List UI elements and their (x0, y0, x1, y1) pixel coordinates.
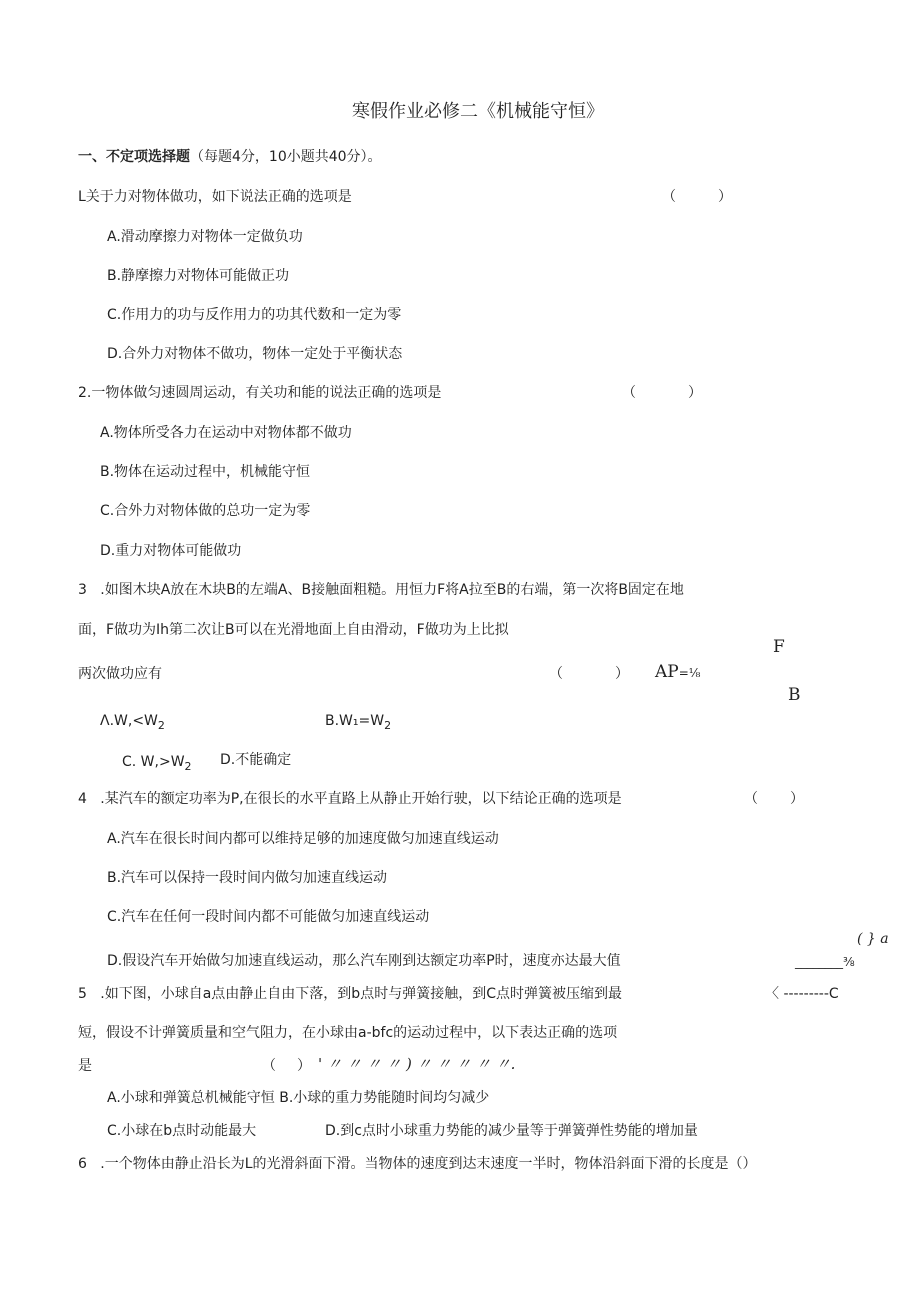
question-3-line-3: 两次做功应有 (78, 666, 162, 682)
question-4-option-b: B.汽车可以保持一段时间内做匀加速直线运动 (107, 870, 388, 886)
answer-bracket-close: ） (688, 385, 702, 401)
question-3-option-b: $B.W_1=W_2$ (325, 713, 392, 732)
question-5-line-1 (78, 985, 622, 1003)
figure-label-f: F (773, 637, 785, 657)
question-2-option-a: A.物体所受各力在运动中对物体都不做功 (100, 425, 352, 441)
section-note: （每题4分，10小题共40分）。 (190, 149, 382, 165)
question-3-option-c: C. $W,>W_2$ (122, 754, 192, 773)
answer-bracket-open: （ (662, 189, 676, 205)
question-4-text: .某汽车的额定功率为P,在很长的水平直路上从静止开始行驶，以下结论正确的选项是 (100, 791, 622, 807)
question-3-line-2: 面，F做功为Ih第二次让B可以在光滑地面上自由滑动，F做功为上比拟 (78, 622, 509, 638)
question-4-option-d: D.假设汽车开始做匀加速直线运动，那么汽车刚到达额定功率P时，速度亦达最大值 (107, 953, 621, 969)
question-3-text-1: .如图木块A放在木块B的左端A、B接触面粗糙。用恒力F将A拉至B的右端，第一次将B固定在地 (100, 582, 684, 598)
question-5-number: 5 (78, 986, 87, 1002)
question-3-line-1 (78, 581, 684, 599)
answer-bracket-close: ） (615, 666, 629, 682)
answer-bracket-open: （ (622, 385, 636, 401)
figure-ground-hatching: ' 〃 〃 〃 〃 ) 〃 〃 〃 〃 〃. (318, 1055, 516, 1073)
answer-bracket-open: （ (549, 666, 563, 682)
question-5-option-c: C.小球在b点时动能最大 (107, 1123, 257, 1139)
question-6-text: .一个物体由静止沿长为L的光滑斜面下滑。当物体的速度到达末速度一半时，物体沿斜面下滑的长度是（） (100, 1156, 757, 1172)
answer-bracket-open: （ (744, 791, 758, 807)
question-2-option-b: B.物体在运动过程中，机械能守恒 (100, 464, 311, 480)
question-1-stem: L关于力对物体做功，如下说法正确的选项是 (78, 189, 352, 205)
question-4-number: 4 (78, 791, 87, 807)
question-3-option-a: $\Lambda.W,<W_2$ (100, 713, 165, 732)
question-4-stem (78, 790, 622, 808)
section-header (78, 148, 382, 166)
answer-bracket-close: ） (790, 791, 804, 807)
question-4-option-a: A.汽车在很长时间内都可以维持足够的加速度做匀加速直线运动 (107, 831, 499, 847)
question-5-option-d: D.到c点时小球重力势能的减少量等于弹簧弹性势能的增加量 (325, 1123, 698, 1139)
question-4-option-c: C.汽车在任何一段时间内都不可能做匀加速直线运动 (107, 909, 430, 925)
question-5-text-1: .如下图，小球自a点由静止自由下落，到b点时与弹簧接触，到C点时弹簧被压缩到最 (100, 986, 622, 1002)
answer-bracket-close: ） (297, 1058, 311, 1074)
answer-bracket-open: （ (262, 1058, 276, 1074)
question-6-number: 6 (78, 1156, 87, 1172)
question-2-option-d: D.重力对物体可能做功 (100, 543, 242, 559)
answer-bracket-close: ） (718, 189, 732, 205)
question-5-option-ab: A.小球和弹簧总机械能守恒 B.小球的重力势能随时间均匀减少 (107, 1090, 490, 1106)
figure-label-b-mark: ________⅜ (795, 955, 855, 969)
figure-label-c: 〈 ---------C (765, 986, 839, 1002)
question-2-option-c: C.合外力对物体做的总功一定为零 (100, 503, 311, 519)
figure-label-ap: AP=⅛ (655, 662, 701, 682)
question-1-option-a: A.滑动摩擦力对物体一定做负功 (107, 229, 303, 245)
question-5-line-3: 是 (78, 1058, 92, 1074)
figure-label-b: B (788, 685, 801, 705)
figure-label-a: ( } a (857, 931, 889, 947)
question-1-option-d: D.合外力对物体不做功，物体一定处于平衡状态 (107, 346, 403, 362)
question-1-option-b: B.静摩擦力对物体可能做正功 (107, 268, 290, 284)
question-6-stem (78, 1155, 757, 1173)
page-title: 寒假作业必修二《机械能守恒》 (352, 101, 604, 122)
section-label: 一、不定项选择题 (78, 149, 190, 165)
question-3-number: 3 (78, 582, 87, 598)
question-2-stem: 2.一物体做匀速圆周运动，有关功和能的说法正确的选项是 (78, 385, 442, 401)
question-3-option-d: D.不能确定 (220, 752, 292, 768)
question-5-line-2: 短，假设不计弹簧质量和空气阻力，在小球由a-bfc的运动过程中，以下表达正确的选项 (78, 1025, 618, 1041)
question-1-option-c: C.作用力的功与反作用力的功其代数和一定为零 (107, 307, 402, 323)
